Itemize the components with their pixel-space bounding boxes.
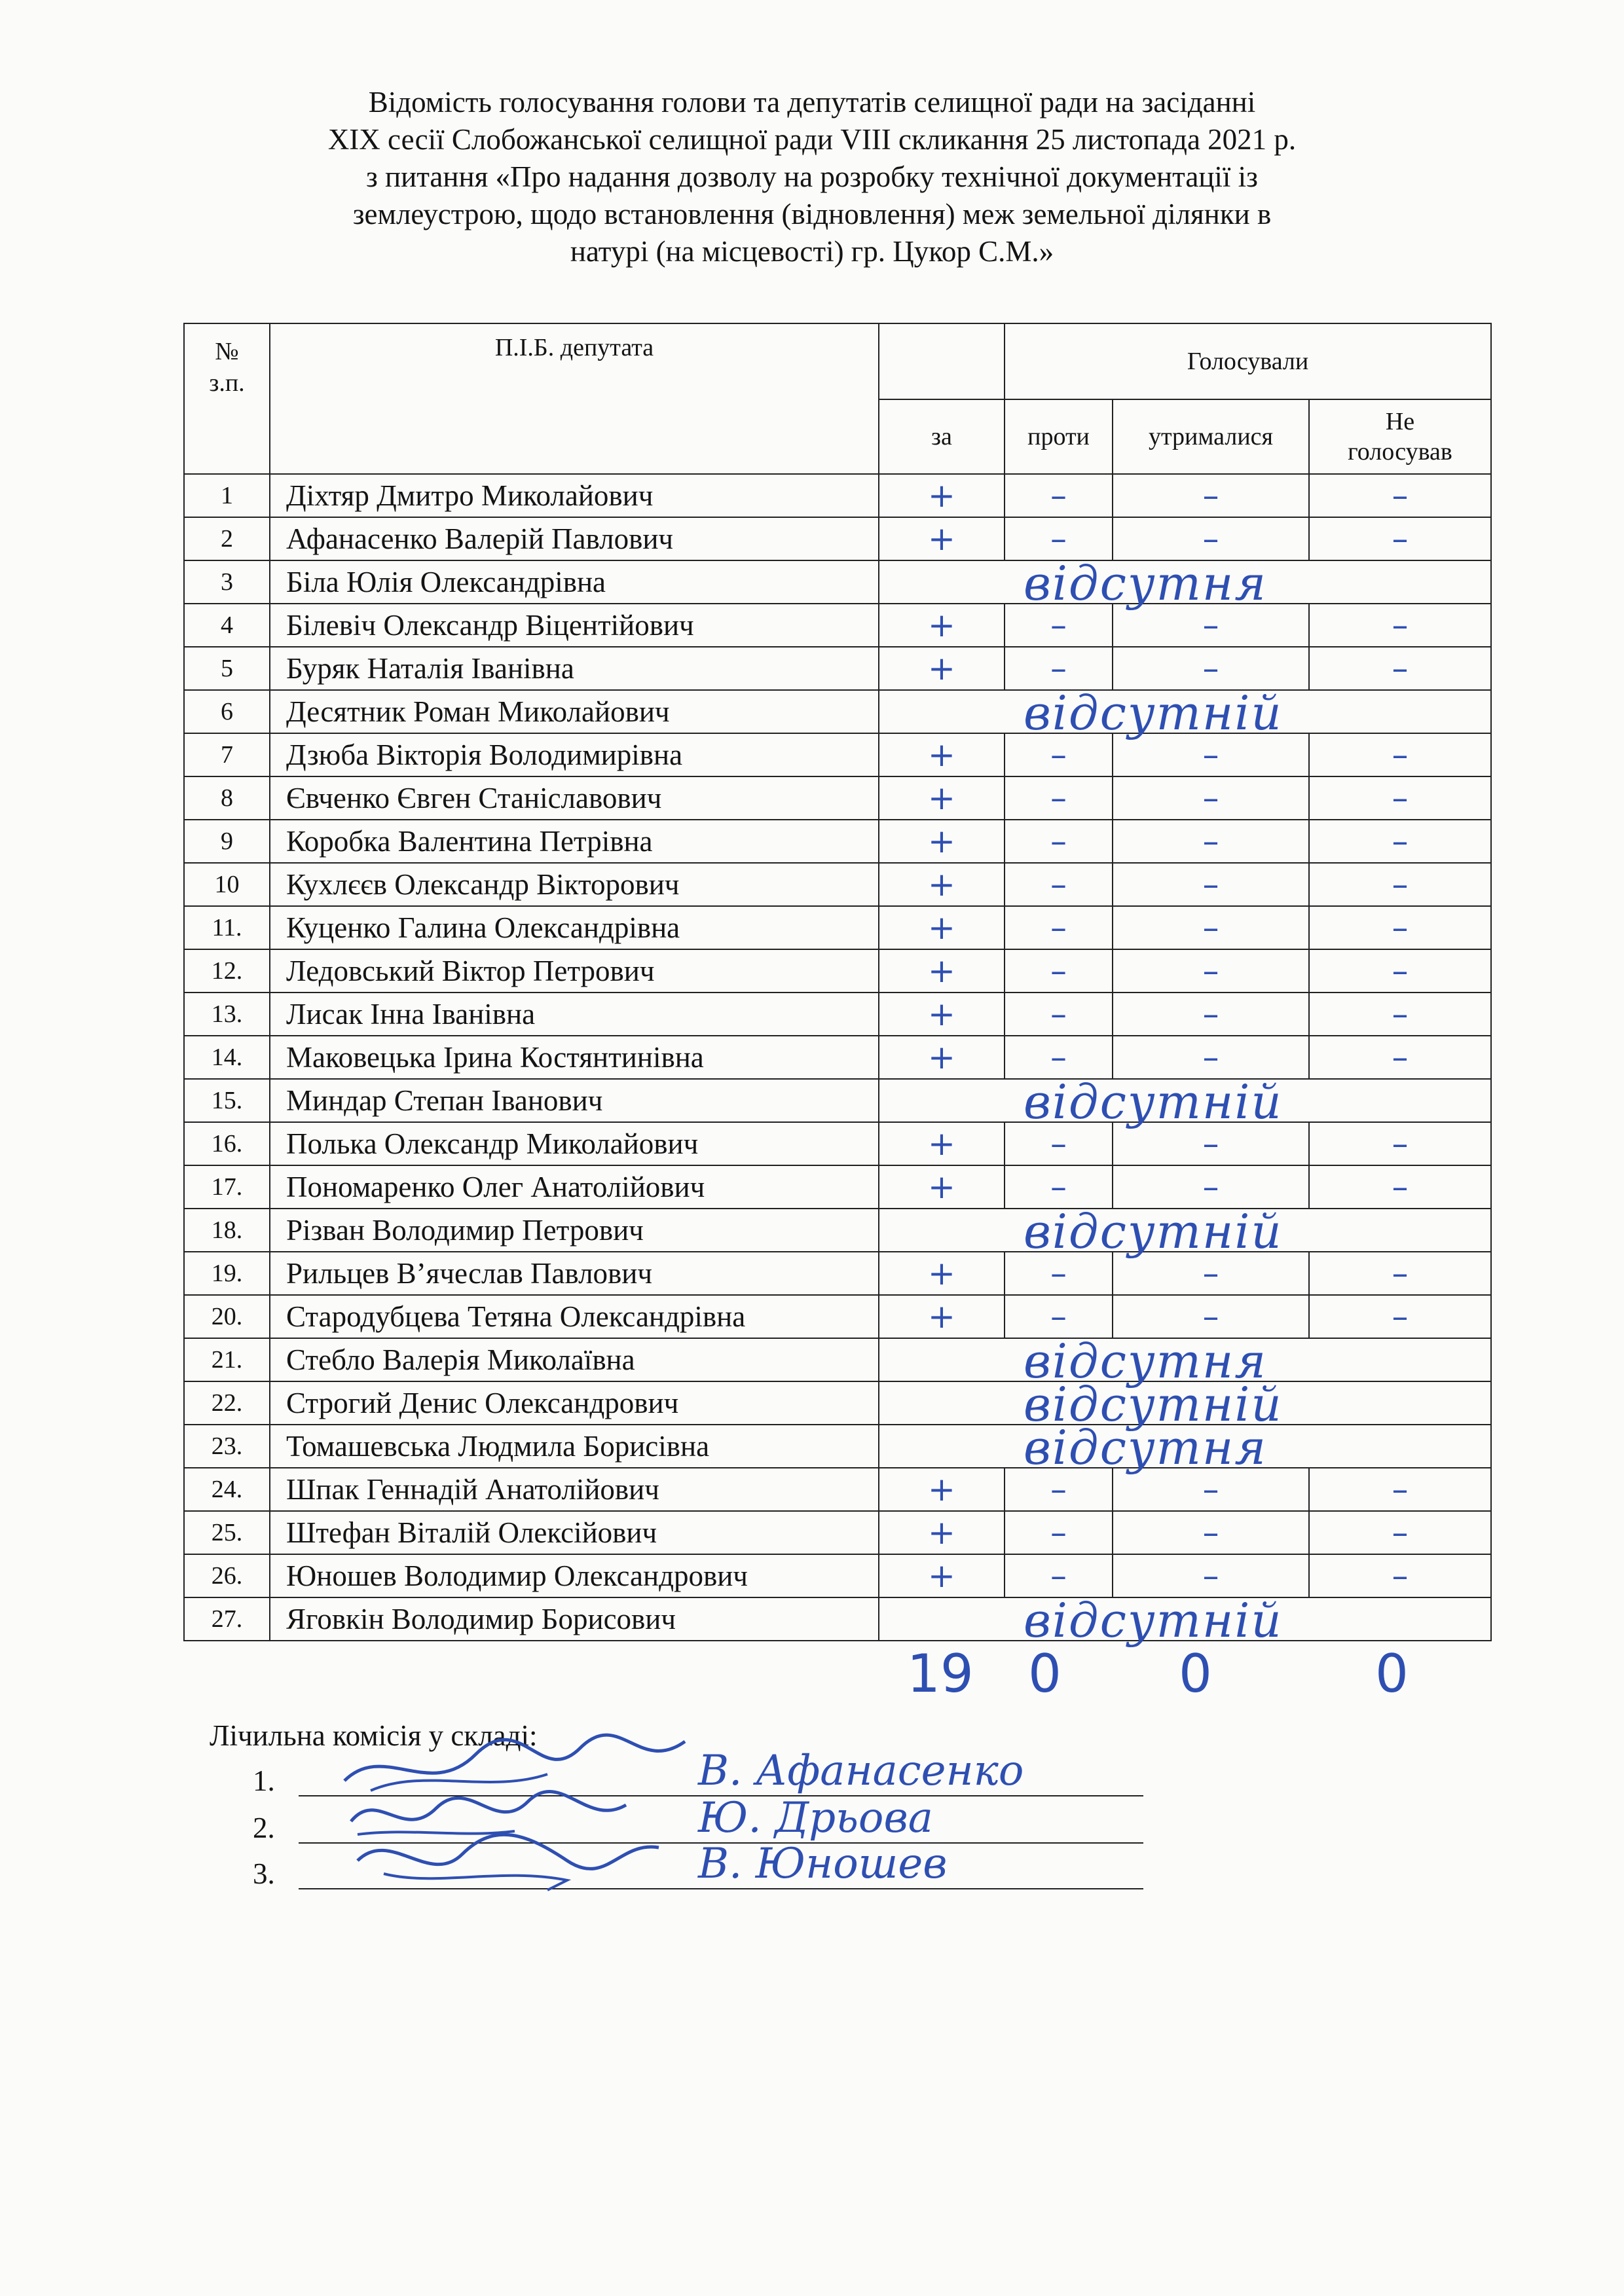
- vote-against: –: [1005, 906, 1113, 949]
- vote-abstained: –: [1113, 1036, 1309, 1079]
- title-line-2: XIX сесії Слобожанської селищної ради VIII скликання 25 листопада 2021 р.: [327, 123, 1297, 156]
- vote-for: +: [879, 647, 1005, 690]
- deputy-name: Шпак Геннадій Анатолійович: [270, 1468, 879, 1511]
- absent-mark: відсутній: [1024, 1377, 1283, 1432]
- vote-for: +: [879, 1468, 1005, 1511]
- vote-against: –: [1005, 776, 1113, 820]
- header-voted: Голосували: [1005, 323, 1491, 399]
- vote-not-voted: –: [1309, 1295, 1491, 1338]
- vote-for: +: [879, 906, 1005, 949]
- deputy-name: Білевіч Олександр Віцентійович: [270, 604, 879, 647]
- deputy-name: Миндар Степан Іванович: [270, 1079, 879, 1122]
- deputy-name: Євченко Євген Станіславович: [270, 776, 879, 820]
- member-number: 3.: [253, 1857, 275, 1890]
- row-number: 20.: [184, 1295, 270, 1338]
- table-row: [184, 1425, 1491, 1468]
- vote-abstained: –: [1113, 733, 1309, 776]
- table-row: [184, 474, 1491, 517]
- header-number: № з.п.: [184, 323, 270, 474]
- table-row: [184, 690, 1491, 733]
- total-abstained: 0: [1179, 1643, 1212, 1704]
- vote-against: –: [1005, 949, 1113, 993]
- table-row: [184, 949, 1491, 993]
- header-name: П.І.Б. депутата: [270, 323, 879, 474]
- vote-against: –: [1005, 1252, 1113, 1295]
- table-row: [184, 1554, 1491, 1597]
- absent-cell: [879, 1420, 1491, 1475]
- vote-abstained: –: [1113, 949, 1309, 993]
- row-number: 21.: [184, 1338, 270, 1381]
- vote-not-voted: –: [1309, 820, 1491, 863]
- table-row: [184, 1511, 1491, 1554]
- vote-abstained: –: [1113, 647, 1309, 690]
- deputy-name: Штефан Віталій Олексійович: [270, 1511, 879, 1554]
- table-row: [184, 1165, 1491, 1209]
- vote-abstained: –: [1113, 820, 1309, 863]
- vote-against: –: [1005, 604, 1113, 647]
- vote-not-voted: –: [1309, 776, 1491, 820]
- deputy-name: Біла Юлія Олександрівна: [270, 560, 879, 604]
- member-name: В. Афанасенко: [698, 1747, 1024, 1795]
- vote-for: +: [879, 863, 1005, 906]
- vote-not-voted: –: [1309, 1252, 1491, 1295]
- vote-abstained: –: [1113, 906, 1309, 949]
- table-row: [184, 604, 1491, 647]
- vote-against: –: [1005, 993, 1113, 1036]
- deputy-name: Томашевська Людмила Борисівна: [270, 1425, 879, 1468]
- vote-abstained: –: [1113, 1511, 1309, 1554]
- deputy-name: Пономаренко Олег Анатолійович: [270, 1165, 879, 1209]
- table-row: [184, 820, 1491, 863]
- table-row: [184, 1209, 1491, 1252]
- vote-abstained: –: [1113, 1295, 1309, 1338]
- row-number: 3: [184, 560, 270, 604]
- deputy-name: Лисак Інна Іванівна: [270, 993, 879, 1036]
- row-number: 23.: [184, 1425, 270, 1468]
- vote-against: –: [1005, 1554, 1113, 1597]
- absent-cell: [879, 1334, 1491, 1389]
- table-row: [184, 517, 1491, 560]
- vote-abstained: –: [1113, 1165, 1309, 1209]
- vote-not-voted: –: [1309, 474, 1491, 517]
- vote-for: +: [879, 474, 1005, 517]
- title-line-5: натурі (на місцевості) гр. Цукор С.М.»: [570, 235, 1054, 268]
- vote-for: +: [879, 776, 1005, 820]
- deputy-name: Афанасенко Валерій Павлович: [270, 517, 879, 560]
- total-not-voted: 0: [1375, 1643, 1409, 1704]
- deputy-name: Дзюба Вікторія Володимирівна: [270, 733, 879, 776]
- row-number: 12.: [184, 949, 270, 993]
- vote-not-voted: –: [1309, 863, 1491, 906]
- row-number: 24.: [184, 1468, 270, 1511]
- deputy-name: Коробка Валентина Петрівна: [270, 820, 879, 863]
- row-number: 16.: [184, 1122, 270, 1165]
- vote-against: –: [1005, 1165, 1113, 1209]
- vote-not-voted: –: [1309, 647, 1491, 690]
- absent-mark: відсутній: [1024, 1074, 1283, 1129]
- row-number: 17.: [184, 1165, 270, 1209]
- vote-for: +: [879, 1295, 1005, 1338]
- vote-for: +: [879, 1036, 1005, 1079]
- vote-for: +: [879, 949, 1005, 993]
- deputy-name: Стебло Валерія Миколаївна: [270, 1338, 879, 1381]
- title-line-3: з питання «Про надання дозволу на розробку технічної документації із: [366, 160, 1258, 193]
- row-number: 10: [184, 863, 270, 906]
- deputy-name: Юношев Володимир Олександрович: [270, 1554, 879, 1597]
- deputy-name: Куценко Галина Олександрівна: [270, 906, 879, 949]
- vote-not-voted: –: [1309, 906, 1491, 949]
- header-against: проти: [1005, 399, 1113, 474]
- commission-member-3: [253, 1840, 1143, 1893]
- table-row: [184, 863, 1491, 906]
- title-line-1: Відомість голосування голови та депутатів селищної ради на засіданні: [368, 86, 1256, 118]
- absent-cell: [879, 1074, 1491, 1129]
- vote-abstained: –: [1113, 1468, 1309, 1511]
- vote-not-voted: –: [1309, 1036, 1491, 1079]
- vote-for: +: [879, 1122, 1005, 1165]
- vote-abstained: –: [1113, 604, 1309, 647]
- absent-mark: відсутня: [1024, 1420, 1268, 1475]
- vote-against: –: [1005, 647, 1113, 690]
- member-name: Ю. Дрьова: [698, 1794, 933, 1842]
- vote-abstained: –: [1113, 517, 1309, 560]
- vote-not-voted: –: [1309, 1554, 1491, 1597]
- table-row: [184, 560, 1491, 604]
- absent-cell: [879, 685, 1491, 740]
- row-number: 22.: [184, 1381, 270, 1425]
- vote-not-voted: –: [1309, 1511, 1491, 1554]
- vote-against: –: [1005, 733, 1113, 776]
- voting-table: [183, 323, 1492, 1648]
- deputy-name: Різван Володимир Петрович: [270, 1209, 879, 1252]
- member-number: 1.: [253, 1764, 275, 1797]
- row-number: 5: [184, 647, 270, 690]
- absent-mark: відсутній: [1024, 1204, 1283, 1259]
- vote-for: +: [879, 733, 1005, 776]
- table-row: [184, 906, 1491, 949]
- table-row: [184, 1122, 1491, 1165]
- vote-not-voted: –: [1309, 949, 1491, 993]
- vote-for: +: [879, 1252, 1005, 1295]
- vote-abstained: –: [1113, 474, 1309, 517]
- vote-for: +: [879, 517, 1005, 560]
- deputy-name: Діхтяр Дмитро Миколайович: [270, 474, 879, 517]
- commission-label: Лічильна комісія у складі:: [210, 1719, 538, 1752]
- row-number: 25.: [184, 1511, 270, 1554]
- header-abstained: утрималися: [1113, 399, 1309, 474]
- total-against: 0: [1028, 1643, 1061, 1704]
- table-row: [184, 993, 1491, 1036]
- table-row: [184, 1295, 1491, 1338]
- deputy-name: Яговкін Володимир Борисович: [270, 1597, 879, 1641]
- absent-cell: [879, 1593, 1491, 1648]
- deputy-name: Рильцев В’ячеслав Павлович: [270, 1252, 879, 1295]
- row-number: 11.: [184, 906, 270, 949]
- row-number: 19.: [184, 1252, 270, 1295]
- vote-not-voted: –: [1309, 1122, 1491, 1165]
- deputy-name: Кухлєєв Олександр Вікторович: [270, 863, 879, 906]
- row-number: 14.: [184, 1036, 270, 1079]
- vote-not-voted: –: [1309, 1468, 1491, 1511]
- row-number: 6: [184, 690, 270, 733]
- vote-against: –: [1005, 1122, 1113, 1165]
- absent-mark: відсутня: [1024, 556, 1268, 611]
- table-row: [184, 647, 1491, 690]
- header-blank: [879, 323, 1005, 399]
- absent-cell: [879, 1204, 1491, 1259]
- vote-totals: [0, 1643, 1624, 1702]
- row-number: 7: [184, 733, 270, 776]
- title-line-4: землеустрою, щодо встановлення (відновлення) меж земельної ділянки в: [352, 198, 1272, 230]
- row-number: 13.: [184, 993, 270, 1036]
- deputy-name: Десятник Роман Миколайович: [270, 690, 879, 733]
- member-number: 2.: [253, 1812, 275, 1844]
- vote-for: +: [879, 993, 1005, 1036]
- vote-for: +: [879, 1165, 1005, 1209]
- deputy-name: Стародубцева Тетяна Олександрівна: [270, 1295, 879, 1338]
- vote-abstained: –: [1113, 776, 1309, 820]
- table-row: [184, 1338, 1491, 1381]
- vote-against: –: [1005, 820, 1113, 863]
- vote-for: +: [879, 1554, 1005, 1597]
- absent-mark: відсутня: [1024, 1334, 1268, 1389]
- row-number: 18.: [184, 1209, 270, 1252]
- vote-against: –: [1005, 517, 1113, 560]
- vote-not-voted: –: [1309, 733, 1491, 776]
- row-number: 2: [184, 517, 270, 560]
- vote-not-voted: –: [1309, 993, 1491, 1036]
- deputy-name: Ледовський Віктор Петрович: [270, 949, 879, 993]
- vote-against: –: [1005, 1295, 1113, 1338]
- member-name: В. Юношев: [698, 1840, 948, 1888]
- vote-abstained: –: [1113, 993, 1309, 1036]
- signature-scribble: [331, 1821, 698, 1893]
- vote-abstained: –: [1113, 1122, 1309, 1165]
- vote-abstained: –: [1113, 1252, 1309, 1295]
- deputy-name: Полька Олександр Миколайович: [270, 1122, 879, 1165]
- table-row: [184, 1079, 1491, 1122]
- table-row: [184, 1252, 1491, 1295]
- row-number: 4: [184, 604, 270, 647]
- vote-abstained: –: [1113, 1554, 1309, 1597]
- deputy-name: Строгий Денис Олександрович: [270, 1381, 879, 1425]
- row-number: 9: [184, 820, 270, 863]
- vote-for: +: [879, 604, 1005, 647]
- row-number: 26.: [184, 1554, 270, 1597]
- table-row: [184, 733, 1491, 776]
- header-not-voted: Не голосував: [1309, 399, 1491, 474]
- vote-against: –: [1005, 863, 1113, 906]
- table-row: [184, 1381, 1491, 1425]
- vote-against: –: [1005, 474, 1113, 517]
- absent-mark: відсутній: [1024, 685, 1283, 740]
- absent-cell: [879, 556, 1491, 611]
- vote-against: –: [1005, 1036, 1113, 1079]
- header-for: за: [879, 399, 1005, 474]
- row-number: 8: [184, 776, 270, 820]
- table-row: [184, 776, 1491, 820]
- vote-not-voted: –: [1309, 1165, 1491, 1209]
- absent-mark: відсутній: [1024, 1593, 1283, 1648]
- vote-for: +: [879, 1511, 1005, 1554]
- deputy-name: Буряк Наталія Іванівна: [270, 647, 879, 690]
- row-number: 27.: [184, 1597, 270, 1641]
- vote-against: –: [1005, 1468, 1113, 1511]
- table-row: [184, 1036, 1491, 1079]
- vote-for: +: [879, 820, 1005, 863]
- total-for: 19: [907, 1643, 974, 1704]
- document-title: [157, 84, 1467, 270]
- vote-against: –: [1005, 1511, 1113, 1554]
- table-row: [184, 1597, 1491, 1641]
- row-number: 15.: [184, 1079, 270, 1122]
- vote-not-voted: –: [1309, 604, 1491, 647]
- vote-not-voted: –: [1309, 517, 1491, 560]
- absent-cell: [879, 1377, 1491, 1432]
- vote-abstained: –: [1113, 863, 1309, 906]
- row-number: 1: [184, 474, 270, 517]
- table-row: [184, 1468, 1491, 1511]
- deputy-name: Маковецька Ірина Костянтинівна: [270, 1036, 879, 1079]
